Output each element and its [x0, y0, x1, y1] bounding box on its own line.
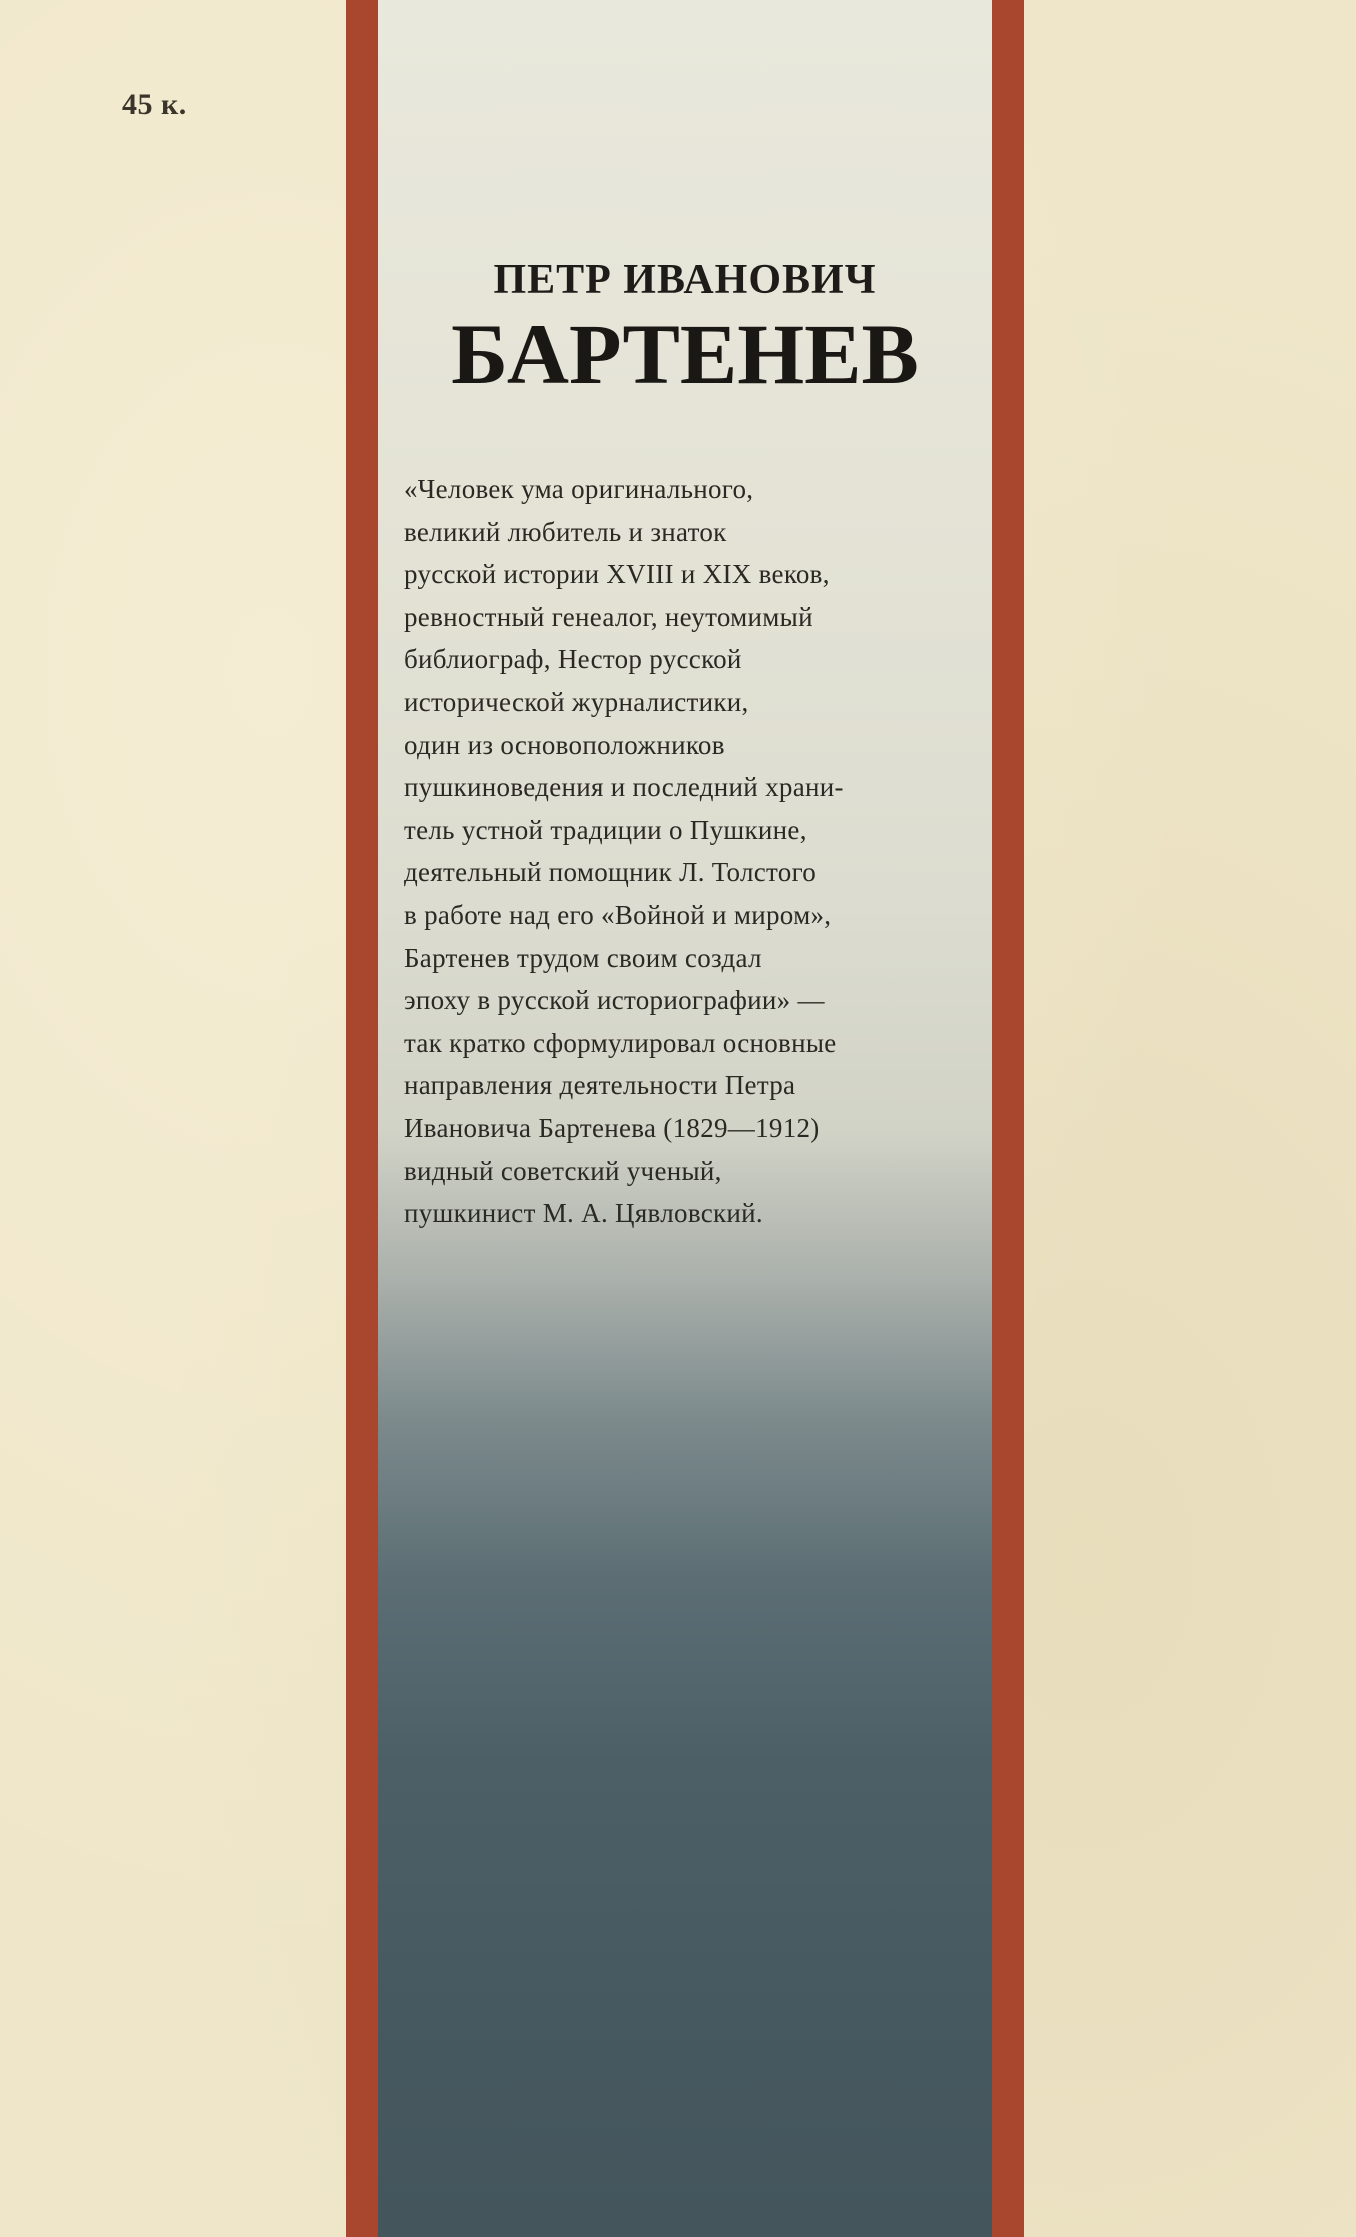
- blurb-line: направления деятельности Петра: [404, 1070, 796, 1101]
- author-first-names: ПЕТР ИВАНОВИЧ: [493, 257, 877, 303]
- blurb-line: русской истории XVIII и XIX веков,: [404, 559, 830, 590]
- blurb-line: деятельный помощник Л. Толстого: [404, 857, 817, 888]
- left-red-stripe: [346, 0, 378, 2237]
- blurb-line: библиограф, Нестор русской: [404, 644, 742, 675]
- blurb-line: в работе над его «Войной и миром»,: [404, 899, 832, 930]
- blurb-line: великий любитель и знаток: [404, 516, 727, 547]
- blurb-line: эпоху в русской историографии» —: [404, 985, 825, 1016]
- blurb-line: Бартенев трудом своим создал: [404, 942, 762, 973]
- blurb-line: Ивановича Бартенева (1829—1912): [404, 1112, 820, 1143]
- blurb-line: ревностный генеалог, неутомимый: [404, 601, 813, 632]
- blurb-line: так кратко сформулировал основные: [404, 1027, 837, 1058]
- blurb-line: пушкинист М. А. Цявловский.: [404, 1198, 763, 1229]
- blurb-text: [404, 468, 1004, 1235]
- blurb-line: «Человек ума оригинального,: [404, 474, 754, 504]
- blurb-line: тель устной традиции о Пушкине,: [404, 814, 807, 845]
- author-surname: БАРТЕНЕВ: [451, 306, 919, 402]
- blurb-line: исторической журналистики,: [404, 686, 749, 717]
- price-label: 45 к.: [122, 88, 187, 121]
- blurb-line: видный советский ученый,: [404, 1155, 722, 1186]
- blurb-line: один из основоположников: [404, 729, 725, 760]
- blurb-line: пушкиноведения и последний храни-: [404, 772, 844, 803]
